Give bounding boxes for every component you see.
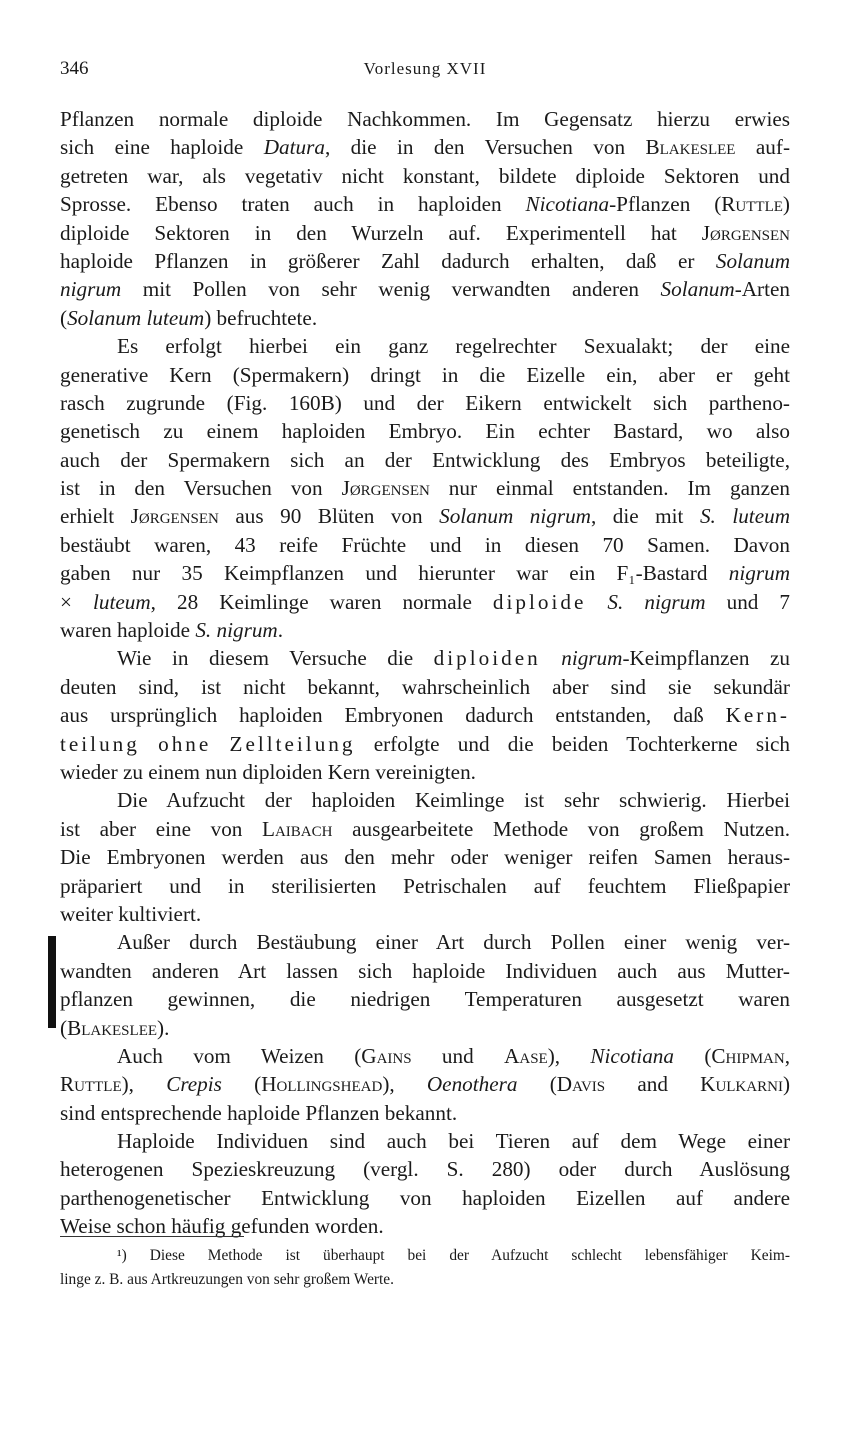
footnote-rule [60, 1236, 244, 1237]
paragraph [60, 928, 790, 1042]
text-line: waren haploide S. nigrum. [60, 618, 284, 643]
text-line: (Blakeslee). [60, 1015, 170, 1040]
paragraph [60, 1042, 790, 1127]
margin-mark [48, 936, 56, 1028]
text-line: genetisch zu einem haploiden Embryo. Ein echter Bastard, wo also [60, 419, 790, 444]
text-line: nigrum mit Pollen von sehr wenig verwandten anderen Solanum-Arten [60, 277, 790, 302]
text-line: Sprosse. Ebenso traten auch in haploiden Nicotiana-Pflanzen (Ruttle) [60, 192, 790, 217]
text-line: Ruttle), Crepis (Hollingshead), Oenothera (Davis and Kulkarni) [60, 1072, 790, 1097]
text-line: Die Aufzucht der haploiden Keimlinge ist sehr schwierig. Hierbei [117, 788, 790, 813]
text-line: Es erfolgt hierbei ein ganz regelrechter Sexualakt; der eine [117, 334, 790, 359]
text-line: weiter kultiviert. [60, 901, 202, 926]
footnote-marker: ¹) [117, 1247, 127, 1264]
text-line: erhielt Jørgensen aus 90 Blüten von Solanum nigrum, die mit S. luteum [60, 504, 790, 529]
paragraph [60, 332, 790, 644]
text-line: wandten anderen Art lassen sich haploide Individuen auch aus Mutter- [60, 958, 790, 983]
text-line: teilung ohne Zellteilung erfolgte und die beiden Tochterkerne sich [60, 731, 791, 756]
text-line: × luteum, 28 Keimlinge waren normale diploide S. nigrum und 7 [60, 589, 791, 614]
text-line: wieder zu einem nun diploiden Kern vereinigten. [60, 759, 476, 784]
text-line: pflanzen gewinnen, die niedrigen Temperaturen ausgesetzt waren [60, 987, 790, 1012]
running-title: Vorlesung XVII [363, 59, 487, 78]
paragraph [60, 644, 790, 786]
text-line: (Solanum luteum) befruchtete. [60, 305, 318, 330]
paragraph [60, 786, 790, 928]
text-line: Auch vom Weizen (Gains und Aase), Nicotiana (Chipman, [117, 1043, 790, 1068]
text-line: Weise schon häufig gefunden worden. [60, 1214, 384, 1239]
text-line: deuten sind, ist nicht bekannt, wahrscheinlich aber sind sie sekundär [60, 674, 790, 699]
text-line: haploide Pflanzen in größerer Zahl dadurch erhalten, daß er Solanum [60, 248, 790, 273]
text-line: ist aber eine von Laibach ausgearbeitete Methode von großem Nutzen. [60, 816, 791, 841]
text-line: gaben nur 35 Keimpflanzen und hierunter war ein F₁-Bastard nigrum [60, 561, 790, 586]
text-line: getreten war, als vegetativ nicht konstant, bildete diploide Sektoren und [60, 163, 790, 188]
text-line: heterogenen Spezieskreuzung (vergl. S. 280) oder durch Auslösung [60, 1157, 790, 1182]
paragraph [60, 105, 790, 332]
text-line: rasch zugrunde (Fig. 160B) und der Eikern entwickelt sich partheno- [60, 390, 790, 415]
text-line: parthenogenetischer Entwicklung von haploiden Eizellen auf andere [60, 1185, 790, 1210]
text-line: generative Kern (Spermakern) dringt in die Eizelle ein, aber er geht [60, 362, 790, 387]
page-number: 346 [60, 58, 89, 79]
text-line: aus ursprünglich haploiden Embryonen dadurch entstanden, daß Kern- [60, 703, 790, 728]
text-line: präpariert und in sterilisierten Petrischalen auf feuchtem Fließpapier [60, 873, 790, 898]
footnote [60, 1244, 790, 1292]
text-line: sich eine haploide Datura, die in den Versuchen von Blakeslee auf- [60, 135, 791, 160]
text-line: ist in den Versuchen von Jørgensen nur einmal entstanden. Im ganzen [60, 476, 790, 501]
page-header [60, 58, 790, 88]
footnote-line: linge z. B. aus Artkreuzungen von sehr großem Werte. [60, 1271, 394, 1288]
text-line: auch der Spermakern sich an der Entwicklung des Embryos beteiligte, [60, 447, 790, 472]
paragraph [60, 1127, 790, 1241]
text-line: Haploide Individuen sind auch bei Tieren auf dem Wege einer [117, 1129, 790, 1154]
text-line: bestäubt waren, 43 reife Früchte und in diesen 70 Samen. Davon [60, 532, 790, 557]
body-text [60, 105, 790, 1241]
footnote-line: ¹) Diese Methode ist überhaupt bei der Aufzucht schlecht lebensfähiger Keim- [117, 1247, 790, 1264]
text-line: sind entsprechende haploide Pflanzen bekannt. [60, 1100, 458, 1125]
text-line: diploide Sektoren in den Wurzeln auf. Experimentell hat Jørgensen [60, 220, 790, 245]
text-line: Wie in diesem Versuche die diploiden nigrum-Keimpflanzen zu [117, 646, 791, 671]
text-line: Die Embryonen werden aus den mehr oder weniger reifen Samen heraus- [60, 845, 790, 870]
text-line: Pflanzen normale diploide Nachkommen. Im Gegensatz hierzu erwies [60, 107, 790, 131]
text-line: Außer durch Bestäubung einer Art durch Pollen einer wenig ver- [117, 930, 790, 955]
